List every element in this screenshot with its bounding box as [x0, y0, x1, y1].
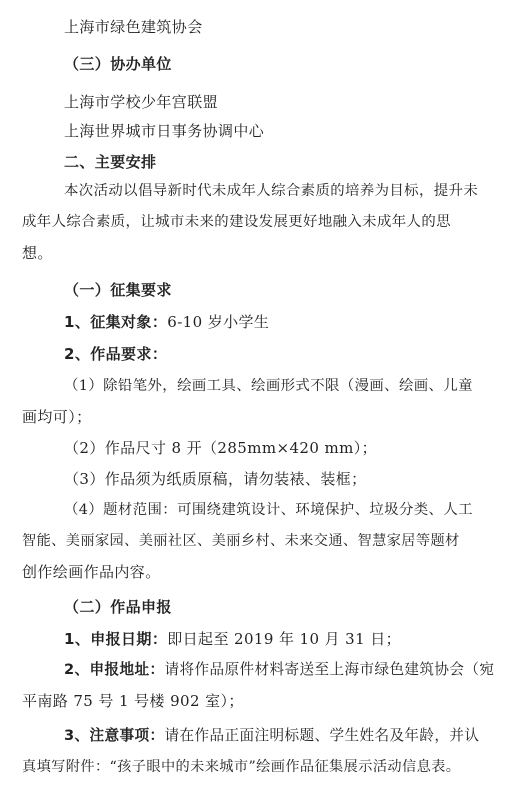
section-collection-requirements: （一）征集要求 — [64, 281, 172, 299]
target-label: 1、征集对象： — [64, 313, 168, 331]
co-organizer-2: 上海世界城市日事务协调中心 — [64, 122, 265, 140]
req1-line-2: 画均可）； — [22, 408, 92, 426]
section-co-organizers: （三）协办单位 — [64, 55, 172, 73]
address-value-line-2: 平南路 75 号 1 号楼 902 室）； — [22, 692, 244, 710]
target-value: 6-10 岁小学生 — [167, 313, 270, 331]
address-item — [64, 660, 494, 680]
req4-line-2: 智能、美丽家园、美丽社区、美丽乡村、未来交通、智慧家居等题材 — [22, 533, 460, 549]
intro-line-2: 成年人综合素质，让城市未来的建设发展更好地融入未成年人的思 — [22, 214, 451, 230]
intro-line-1: 本次活动以倡导新时代未成年人综合素质的培养为目标，提升未 — [64, 183, 479, 199]
target-item — [64, 312, 269, 332]
organizer-association: 上海市绿色建筑协会 — [64, 18, 203, 36]
intro-line-3: 想。 — [22, 244, 53, 262]
req1-line-1: （1）除铅笔外，绘画工具、绘画形式不限（漫画、绘画、儿童 — [64, 378, 473, 394]
req2: （2）作品尺寸 8 开（285mm×420 mm）； — [64, 439, 378, 457]
address-label: 2、申报地址： — [64, 661, 165, 678]
section-main-arrangements: 二、主要安排 — [64, 153, 157, 171]
co-organizer-1: 上海市学校少年宫联盟 — [64, 93, 219, 111]
section-work-submission: （二）作品申报 — [64, 598, 172, 616]
date-item — [64, 629, 401, 649]
date-label: 1、申报日期： — [64, 630, 168, 648]
notes-label: 3、注意事项： — [64, 727, 165, 744]
req3: （3）作品须为纸质原稿，请勿装裱、装框； — [64, 470, 367, 488]
req4-line-1: （4）题材范围：可围绕建筑设计、环境保护、垃圾分类、人工 — [64, 502, 473, 518]
date-value: 即日起至 2019 年 10 月 31 日； — [167, 630, 402, 648]
notes-item — [64, 726, 479, 746]
req4-line-3: 创作绘画作品内容。 — [22, 563, 161, 581]
work-requirements-label: 2、作品要求： — [64, 345, 168, 363]
notes-value-line-2: 真填写附件：“孩子眼中的未来城市”绘画作品征集展示活动信息表。 — [22, 759, 461, 775]
address-value-line-1: 请将作品原件材料寄送至上海市绿色建筑协会（宛 — [164, 661, 495, 678]
notes-value-line-1: 请在作品正面注明标题、学生姓名及年龄，并认 — [164, 727, 480, 744]
